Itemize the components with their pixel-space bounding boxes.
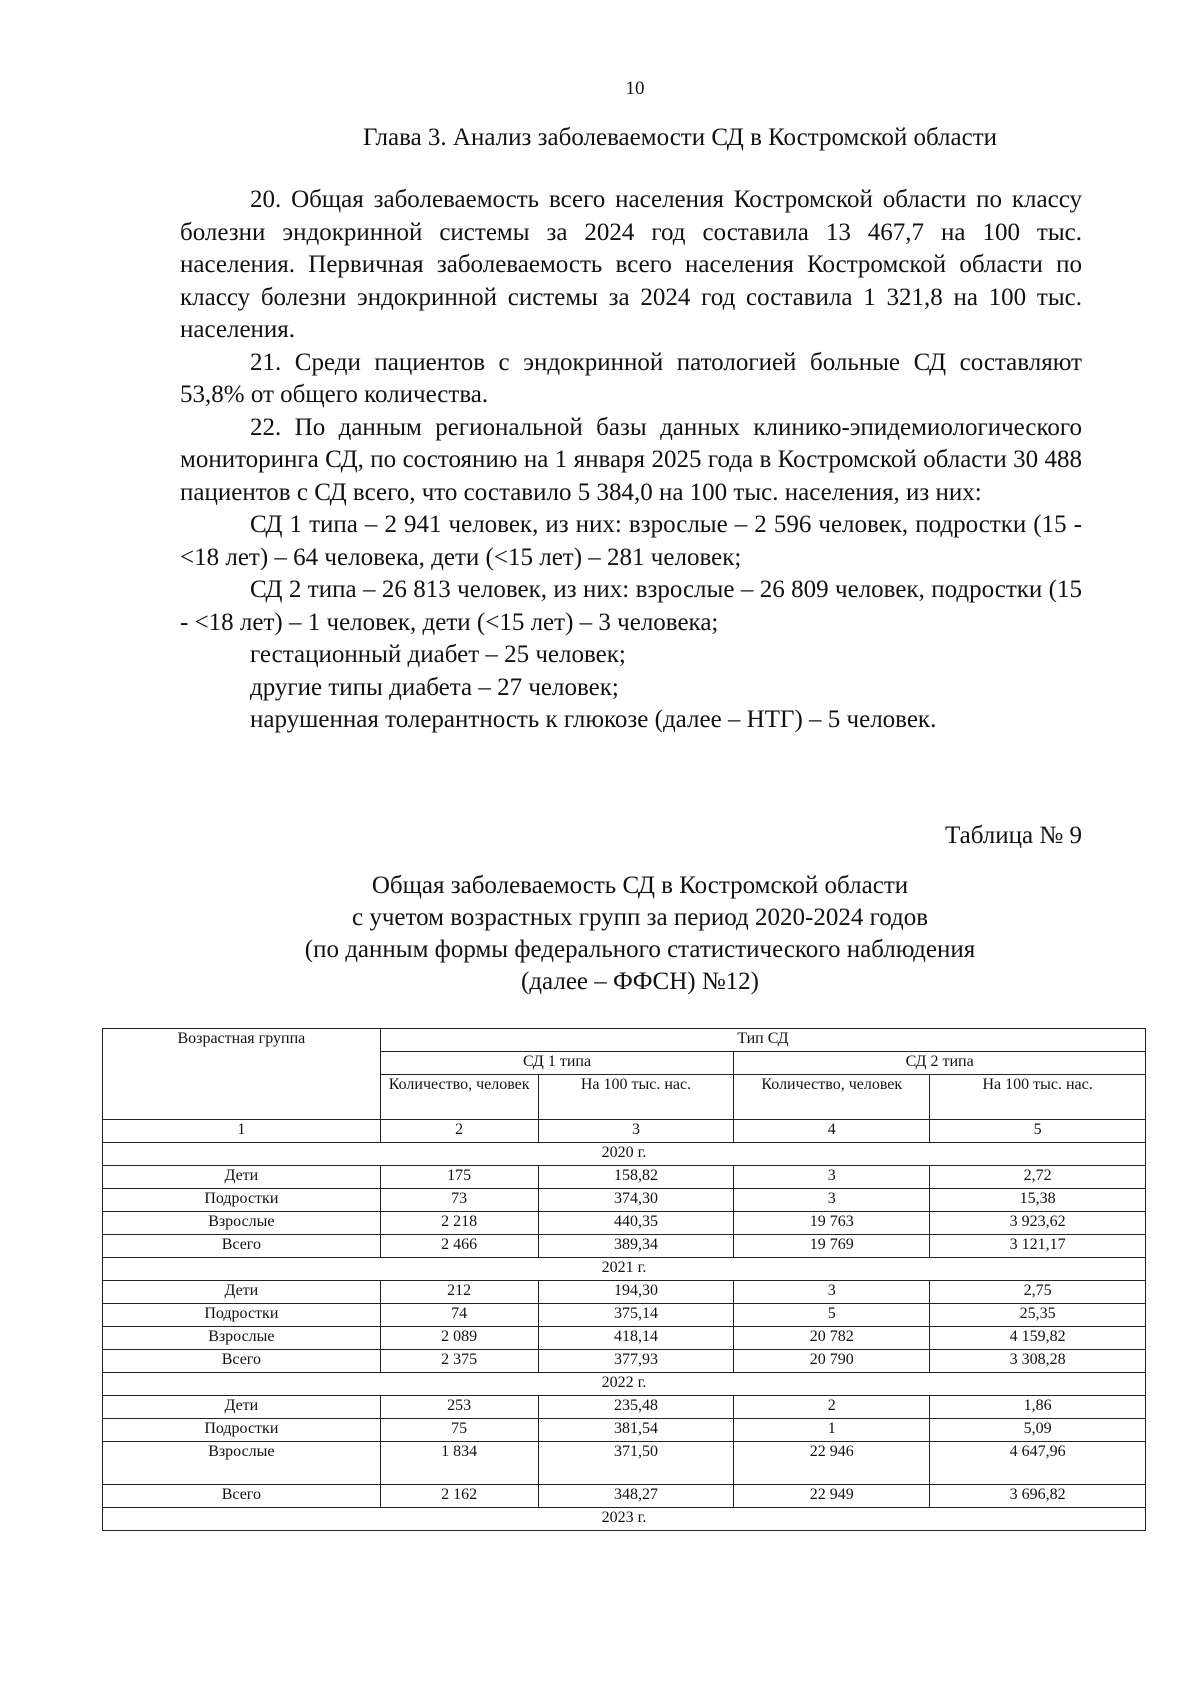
year-label: 2020 г.: [103, 1143, 1146, 1166]
header-count-type-1: Количество, человек: [380, 1075, 538, 1120]
body-text: [180, 184, 1082, 737]
value-cell: 3 696,82: [930, 1485, 1146, 1508]
year-row: [103, 1508, 1146, 1531]
value-cell: 194,30: [538, 1281, 734, 1304]
value-cell: 2 218: [380, 1212, 538, 1235]
sd2-statistics: СД 2 типа – 26 813 человек, из них: взрослые – 26 809 человек, подростки (15 - <18 лет) – 1 человек, дети (<15 лет) – 3 человека;: [180, 576, 1082, 636]
value-cell: 2: [734, 1396, 930, 1419]
value-cell: 381,54: [538, 1419, 734, 1442]
table-row: [103, 1281, 1146, 1304]
value-cell: 73: [380, 1189, 538, 1212]
value-cell: 3 308,28: [930, 1350, 1146, 1373]
value-cell: 2 162: [380, 1485, 538, 1508]
table-row: [103, 1212, 1146, 1235]
value-cell: 4 647,96: [930, 1442, 1146, 1485]
table-row: [103, 1396, 1146, 1419]
column-number: 2: [380, 1120, 538, 1143]
table-row: [103, 1304, 1146, 1327]
value-cell: 175: [380, 1166, 538, 1189]
value-cell: 2 466: [380, 1235, 538, 1258]
age-group-cell: Всего: [103, 1235, 381, 1258]
value-cell: 3: [734, 1189, 930, 1212]
value-cell: 2,72: [930, 1166, 1146, 1189]
column-number: 5: [930, 1120, 1146, 1143]
table-row: [103, 1350, 1146, 1373]
table-row: [103, 1166, 1146, 1189]
value-cell: 15,38: [930, 1189, 1146, 1212]
value-cell: 389,34: [538, 1235, 734, 1258]
chapter-title: Глава 3. Анализ заболеваемости СД в Костромской области: [362, 124, 998, 151]
age-group-cell: Дети: [103, 1396, 381, 1419]
value-cell: 3 923,62: [930, 1212, 1146, 1235]
value-cell: 19 763: [734, 1212, 930, 1235]
column-number: 3: [538, 1120, 734, 1143]
column-number: 1: [103, 1120, 381, 1143]
value-cell: 418,14: [538, 1327, 734, 1350]
value-cell: 253: [380, 1396, 538, 1419]
value-cell: 3 121,17: [930, 1235, 1146, 1258]
table-body: [103, 1029, 1146, 1531]
year-label: 2022 г.: [103, 1373, 1146, 1396]
table-row: [103, 1189, 1146, 1212]
value-cell: 74: [380, 1304, 538, 1327]
paragraph-22: 22. По данным региональной базы данных клинико-эпидемиологического мониторинга СД, по состоянию на 1 января 2025 года в Костромской области 30 488 пациентов с СД всего, что составило 5 384,0 на 100 тыс. населения, из них:: [180, 413, 1082, 506]
table-number: Таблица № 9: [944, 822, 1082, 849]
year-row: [103, 1258, 1146, 1281]
column-number-row: [103, 1120, 1146, 1143]
value-cell: 75: [380, 1419, 538, 1442]
value-cell: 375,14: [538, 1304, 734, 1327]
header-age-group: Возрастная группа: [103, 1029, 381, 1120]
header-sd-type-1: СД 1 типа: [380, 1052, 734, 1075]
value-cell: 2,75: [930, 1281, 1146, 1304]
age-group-cell: Дети: [103, 1166, 381, 1189]
age-group-cell: Дети: [103, 1281, 381, 1304]
value-cell: 158,82: [538, 1166, 734, 1189]
other-diabetes-types: другие типы диабета – 27 человек;: [250, 673, 619, 701]
header-per100k-type-2: На 100 тыс. нас.: [930, 1075, 1146, 1120]
value-cell: 22 949: [734, 1485, 930, 1508]
age-group-cell: Взрослые: [103, 1442, 381, 1485]
caption-line-3: (по данным формы федерального статистического наблюдения: [304, 936, 976, 963]
value-cell: 5: [734, 1304, 930, 1327]
table-row: [103, 1419, 1146, 1442]
table-row: [103, 1327, 1146, 1350]
table-row: [103, 1235, 1146, 1258]
value-cell: 1,86: [930, 1396, 1146, 1419]
year-label: 2023 г.: [103, 1508, 1146, 1531]
age-group-cell: Всего: [103, 1485, 381, 1508]
value-cell: 3: [734, 1166, 930, 1189]
value-cell: 212: [380, 1281, 538, 1304]
gestational-diabetes: гестационный диабет – 25 человек;: [250, 641, 626, 668]
paragraph-20: 20. Общая заболеваемость всего населения Костромской области по классу болезни эндокринной системы за 2024 год составила 13 467,7 на 100 тыс. населения. Первичная заболеваемость всего населения Костромской области по классу болезни эндокринной системы за 2024 год составила 1 321,8 на 100 тыс. населения.: [180, 186, 1082, 343]
age-group-cell: Подростки: [103, 1304, 381, 1327]
value-cell: 20 790: [734, 1350, 930, 1373]
value-cell: 371,50: [538, 1442, 734, 1485]
year-label: 2021 г.: [103, 1258, 1146, 1281]
header-sd-type: Тип СД: [380, 1029, 1145, 1052]
paragraph-21: 21. Среди пациентов с эндокринной патологией больные СД составляют 53,8% от общего количества.: [180, 348, 1082, 408]
age-group-cell: Всего: [103, 1350, 381, 1373]
value-cell: 374,30: [538, 1189, 734, 1212]
value-cell: 1 834: [380, 1442, 538, 1485]
header-sd-type-2: СД 2 типа: [734, 1052, 1146, 1075]
caption-line-2: с учетом возрастных групп за период 2020-2024 годов: [351, 904, 929, 931]
page-number: 10: [625, 78, 645, 99]
caption-line-1: Общая заболеваемость СД в Костромской области: [371, 872, 909, 899]
caption-line-4: (далее – ФФСН) №12): [520, 968, 759, 995]
value-cell: 1: [734, 1419, 930, 1442]
value-cell: 2 375: [380, 1350, 538, 1373]
year-row: [103, 1373, 1146, 1396]
value-cell: 22 946: [734, 1442, 930, 1485]
header-per100k-type-1: На 100 тыс. нас.: [538, 1075, 734, 1120]
age-group-cell: Подростки: [103, 1189, 381, 1212]
diabetes-incidence-table: [102, 1028, 1146, 1531]
value-cell: 377,93: [538, 1350, 734, 1373]
value-cell: 20 782: [734, 1327, 930, 1350]
value-cell: 2 089: [380, 1327, 538, 1350]
value-cell: 440,35: [538, 1212, 734, 1235]
year-row: [103, 1143, 1146, 1166]
age-group-cell: Взрослые: [103, 1327, 381, 1350]
header-count-type-2: Количество, человек: [734, 1075, 930, 1120]
table-row: [103, 1442, 1146, 1485]
impaired-glucose-tolerance: нарушенная толерантность к глюкозе (далее – НТГ) – 5 человек.: [250, 706, 937, 733]
age-group-cell: Взрослые: [103, 1212, 381, 1235]
value-cell: 4 159,82: [930, 1327, 1146, 1350]
value-cell: 25,35: [930, 1304, 1146, 1327]
value-cell: 3: [734, 1281, 930, 1304]
table-row: [103, 1485, 1146, 1508]
value-cell: 235,48: [538, 1396, 734, 1419]
table-caption: [200, 870, 1080, 998]
column-number: 4: [734, 1120, 930, 1143]
value-cell: 348,27: [538, 1485, 734, 1508]
sd1-statistics: СД 1 типа – 2 941 человек, из них: взрослые – 2 596 человек, подростки (15 - <18 лет) – 64 человека, дети (<15 лет) – 281 человек;: [180, 511, 1082, 571]
value-cell: 5,09: [930, 1419, 1146, 1442]
age-group-cell: Подростки: [103, 1419, 381, 1442]
value-cell: 19 769: [734, 1235, 930, 1258]
